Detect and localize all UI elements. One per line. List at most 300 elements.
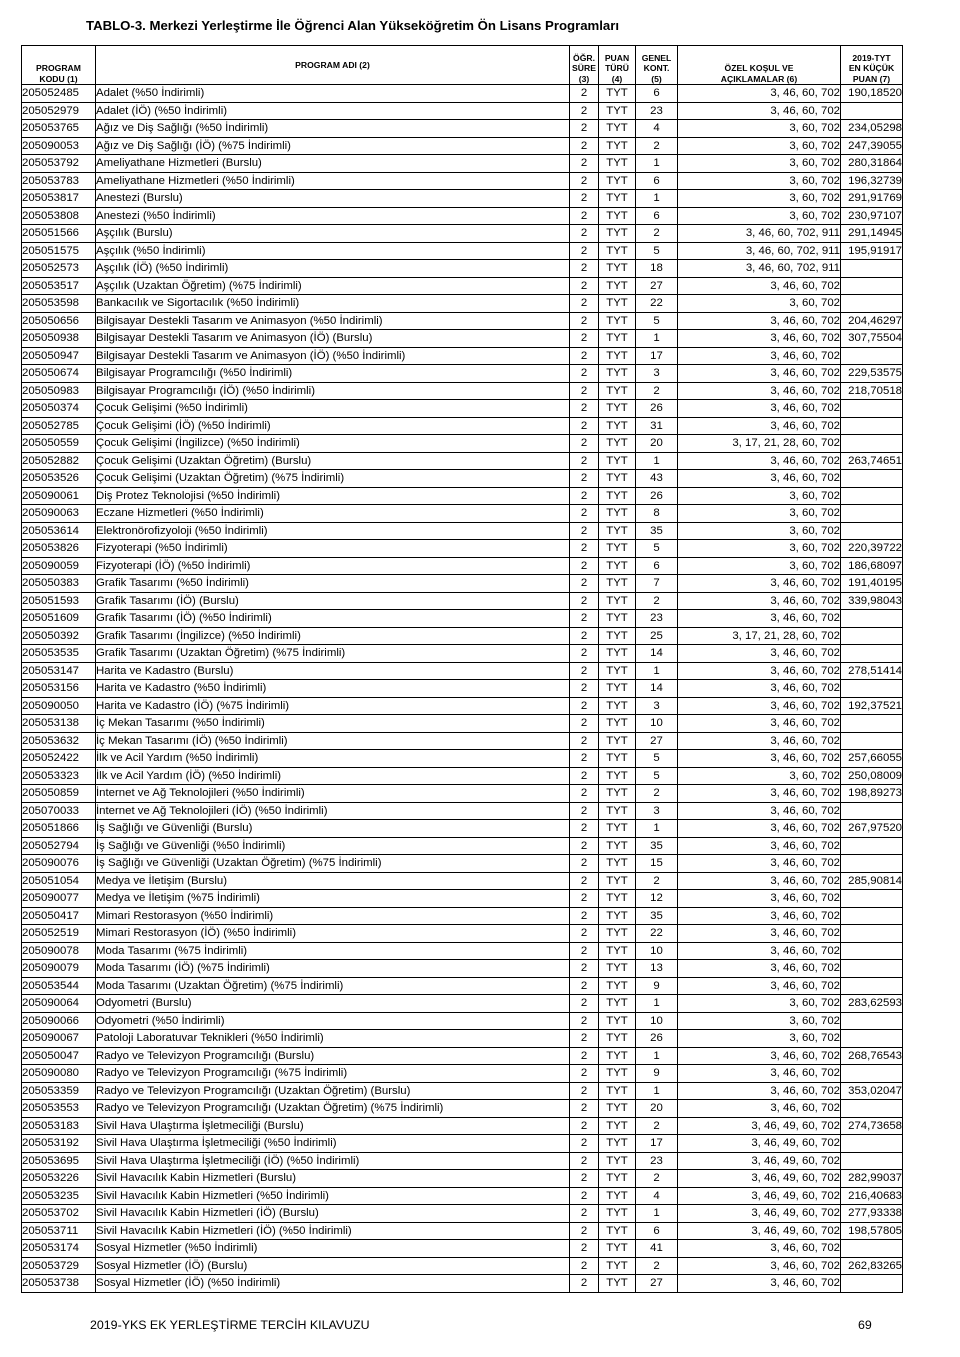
program-name-cell: Fizyoterapi (İÖ) (%50 İndirimli): [96, 557, 570, 575]
score-type-cell: TYT: [599, 435, 636, 453]
program-code-cell: 205053783: [22, 172, 96, 190]
duration-cell: 2: [570, 277, 599, 295]
program-code-cell: 205050947: [22, 347, 96, 365]
program-code-cell: 205090076: [22, 855, 96, 873]
table-row: [22, 1205, 903, 1223]
duration-cell: 2: [570, 1170, 599, 1188]
header-program-code: [22, 46, 96, 85]
program-name-cell: Odyometri (%50 İndirimli): [96, 1012, 570, 1030]
duration-cell: 2: [570, 855, 599, 873]
special-conditions-cell: 3, 46, 60, 702: [678, 837, 841, 855]
quota-cell: 9: [636, 1065, 678, 1083]
quota-cell: 6: [636, 207, 678, 225]
program-code-cell: 205051575: [22, 242, 96, 260]
score-type-cell: TYT: [599, 610, 636, 628]
header-line: KONT.: [643, 63, 670, 73]
table-row: [22, 890, 903, 908]
table-row: [22, 802, 903, 820]
special-conditions-cell: 3, 46, 60, 702: [678, 802, 841, 820]
score-type-cell: TYT: [599, 575, 636, 593]
special-conditions-cell: 3, 46, 60, 702: [678, 330, 841, 348]
score-type-cell: TYT: [599, 487, 636, 505]
duration-cell: 2: [570, 837, 599, 855]
table-row: [22, 645, 903, 663]
special-conditions-cell: 3, 46, 60, 702: [678, 785, 841, 803]
program-name-cell: Medya ve İletişim (Burslu): [96, 872, 570, 890]
quota-cell: 2: [636, 785, 678, 803]
program-name-cell: Bilgisayar Destekli Tasarım ve Animasyon (%50 İndirimli): [96, 312, 570, 330]
program-code-cell: 205090053: [22, 137, 96, 155]
special-conditions-cell: 3, 46, 60, 702: [678, 960, 841, 978]
program-name-cell: İlk ve Acil Yardım (%50 İndirimli): [96, 750, 570, 768]
min-score-cell: [841, 977, 903, 995]
duration-cell: 2: [570, 505, 599, 523]
quota-cell: 10: [636, 715, 678, 733]
quota-cell: 26: [636, 487, 678, 505]
min-score-cell: 250,08009: [841, 767, 903, 785]
special-conditions-cell: 3, 46, 60, 702: [678, 907, 841, 925]
score-type-cell: TYT: [599, 347, 636, 365]
min-score-cell: 230,97107: [841, 207, 903, 225]
table-body: [22, 85, 903, 1293]
quota-cell: 23: [636, 102, 678, 120]
program-name-cell: Çocuk Gelişimi (Uzaktan Öğretim) (Burslu): [96, 452, 570, 470]
duration-cell: 2: [570, 400, 599, 418]
min-score-cell: [841, 470, 903, 488]
special-conditions-cell: 3, 46, 60, 702: [678, 400, 841, 418]
quota-cell: 22: [636, 925, 678, 943]
duration-cell: 2: [570, 592, 599, 610]
quota-cell: 27: [636, 732, 678, 750]
quota-cell: 7: [636, 575, 678, 593]
program-name-cell: Ameliyathane Hizmetleri (Burslu): [96, 155, 570, 173]
program-name-cell: İnternet ve Ağ Teknolojileri (%50 İndirimli): [96, 785, 570, 803]
program-code-cell: 205090079: [22, 960, 96, 978]
duration-cell: 2: [570, 820, 599, 838]
table-row: [22, 522, 903, 540]
table-row: [22, 382, 903, 400]
min-score-cell: 234,05298: [841, 120, 903, 138]
score-type-cell: TYT: [599, 1257, 636, 1275]
duration-cell: 2: [570, 312, 599, 330]
table-row: [22, 785, 903, 803]
quota-cell: 14: [636, 680, 678, 698]
score-type-cell: TYT: [599, 697, 636, 715]
program-name-cell: Grafik Tasarımı (İngilizce) (%50 İndirimli): [96, 627, 570, 645]
program-name-cell: Aşçılık (%50 İndirimli): [96, 242, 570, 260]
score-type-cell: TYT: [599, 277, 636, 295]
quota-cell: 35: [636, 907, 678, 925]
table-row: [22, 715, 903, 733]
special-conditions-cell: 3, 46, 60, 702: [678, 1257, 841, 1275]
min-score-cell: [841, 102, 903, 120]
duration-cell: 2: [570, 750, 599, 768]
program-name-cell: Fizyoterapi (%50 İndirimli): [96, 540, 570, 558]
duration-cell: 2: [570, 925, 599, 943]
quota-cell: 35: [636, 522, 678, 540]
quota-cell: 8: [636, 505, 678, 523]
min-score-cell: [841, 1275, 903, 1293]
special-conditions-cell: 3, 46, 60, 702: [678, 820, 841, 838]
special-conditions-cell: 3, 46, 49, 60, 702: [678, 1187, 841, 1205]
duration-cell: 2: [570, 102, 599, 120]
min-score-cell: [841, 1135, 903, 1153]
header-line: ÖĞR.: [573, 52, 595, 63]
program-code-cell: 205090059: [22, 557, 96, 575]
min-score-cell: [841, 837, 903, 855]
duration-cell: 2: [570, 1065, 599, 1083]
program-name-cell: İç Mekan Tasarımı (%50 İndirimli): [96, 715, 570, 733]
program-code-cell: 205050983: [22, 382, 96, 400]
table-row: [22, 942, 903, 960]
special-conditions-cell: 3, 46, 60, 702: [678, 102, 841, 120]
score-type-cell: TYT: [599, 732, 636, 750]
table-row: [22, 1012, 903, 1030]
program-code-cell: 205090066: [22, 1012, 96, 1030]
program-code-cell: 205050859: [22, 785, 96, 803]
score-type-cell: TYT: [599, 855, 636, 873]
score-type-cell: TYT: [599, 155, 636, 173]
duration-cell: 2: [570, 627, 599, 645]
program-name-cell: Ameliyathane Hizmetleri (%50 İndirimli): [96, 172, 570, 190]
header-line: EN KÜÇÜK: [848, 63, 895, 73]
score-type-cell: TYT: [599, 242, 636, 260]
min-score-cell: 283,62593: [841, 995, 903, 1013]
duration-cell: 2: [570, 1082, 599, 1100]
special-conditions-cell: 3, 60, 702: [678, 120, 841, 138]
special-conditions-cell: 3, 46, 60, 702: [678, 680, 841, 698]
special-conditions-cell: 3, 46, 60, 702: [678, 1065, 841, 1083]
duration-cell: 2: [570, 767, 599, 785]
score-type-cell: TYT: [599, 1082, 636, 1100]
score-type-cell: TYT: [599, 925, 636, 943]
table-row: [22, 995, 903, 1013]
min-score-cell: [841, 277, 903, 295]
program-name-cell: Anestezi (Burslu): [96, 190, 570, 208]
min-score-cell: [841, 890, 903, 908]
program-name-cell: Radyo ve Televizyon Programcılığı (%75 İndirimli): [96, 1065, 570, 1083]
header-line: AÇIKLAMALAR (6): [720, 73, 798, 84]
duration-cell: 2: [570, 890, 599, 908]
program-name-cell: Eczane Hizmetleri (%50 İndirimli): [96, 505, 570, 523]
table-row: [22, 207, 903, 225]
table-row: [22, 1275, 903, 1293]
program-name-cell: Sivil Hava Ulaştırma İşletmeciliği (%50 İndirimli): [96, 1135, 570, 1153]
header-line: PROGRAM ADI (2): [295, 59, 370, 70]
special-conditions-cell: 3, 17, 21, 28, 60, 702: [678, 435, 841, 453]
score-type-cell: TYT: [599, 330, 636, 348]
special-conditions-cell: 3, 46, 60, 702: [678, 347, 841, 365]
header-program-name: [96, 46, 570, 85]
special-conditions-cell: 3, 60, 702: [678, 155, 841, 173]
program-name-cell: İş Sağlığı ve Güvenliği (Burslu): [96, 820, 570, 838]
program-name-cell: Mimari Restorasyon (İÖ) (%50 İndirimli): [96, 925, 570, 943]
quota-cell: 20: [636, 435, 678, 453]
table-row: [22, 662, 903, 680]
quota-cell: 1: [636, 452, 678, 470]
min-score-cell: [841, 627, 903, 645]
header-line: (5): [651, 73, 662, 84]
program-name-cell: Sosyal Hizmetler (%50 İndirimli): [96, 1240, 570, 1258]
special-conditions-cell: 3, 60, 702: [678, 995, 841, 1013]
score-type-cell: TYT: [599, 1187, 636, 1205]
quota-cell: 9: [636, 977, 678, 995]
program-code-cell: 205051566: [22, 225, 96, 243]
duration-cell: 2: [570, 715, 599, 733]
quota-cell: 2: [636, 1257, 678, 1275]
duration-cell: 2: [570, 1117, 599, 1135]
program-code-cell: 205050392: [22, 627, 96, 645]
quota-cell: 27: [636, 1275, 678, 1293]
program-code-cell: 205052519: [22, 925, 96, 943]
table-row: [22, 680, 903, 698]
min-score-cell: [841, 680, 903, 698]
duration-cell: 2: [570, 522, 599, 540]
duration-cell: 2: [570, 697, 599, 715]
quota-cell: 6: [636, 1222, 678, 1240]
quota-cell: 20: [636, 1100, 678, 1118]
quota-cell: 22: [636, 295, 678, 313]
duration-cell: 2: [570, 382, 599, 400]
duration-cell: 2: [570, 452, 599, 470]
min-score-cell: [841, 855, 903, 873]
duration-cell: 2: [570, 295, 599, 313]
program-code-cell: 205050047: [22, 1047, 96, 1065]
program-code-cell: 205053535: [22, 645, 96, 663]
score-type-cell: TYT: [599, 557, 636, 575]
special-conditions-cell: 3, 46, 60, 702: [678, 1047, 841, 1065]
table-row: [22, 592, 903, 610]
duration-cell: 2: [570, 207, 599, 225]
duration-cell: 2: [570, 1030, 599, 1048]
program-name-cell: Sosyal Hizmetler (İÖ) (Burslu): [96, 1257, 570, 1275]
program-name-cell: Grafik Tasarımı (%50 İndirimli): [96, 575, 570, 593]
table-row: [22, 260, 903, 278]
min-score-cell: [841, 487, 903, 505]
quota-cell: 2: [636, 872, 678, 890]
table-row: [22, 155, 903, 173]
program-code-cell: 205053711: [22, 1222, 96, 1240]
program-name-cell: Ağız ve Diş Sağlığı (İÖ) (%75 İndirimli): [96, 137, 570, 155]
program-name-cell: İnternet ve Ağ Teknolojileri (İÖ) (%50 İndirimli): [96, 802, 570, 820]
score-type-cell: TYT: [599, 540, 636, 558]
duration-cell: 2: [570, 802, 599, 820]
min-score-cell: [841, 802, 903, 820]
special-conditions-cell: 3, 46, 60, 702: [678, 277, 841, 295]
duration-cell: 2: [570, 557, 599, 575]
quota-cell: 17: [636, 347, 678, 365]
min-score-cell: 218,70518: [841, 382, 903, 400]
special-conditions-cell: 3, 46, 49, 60, 702: [678, 1222, 841, 1240]
duration-cell: 2: [570, 225, 599, 243]
score-type-cell: TYT: [599, 977, 636, 995]
special-conditions-cell: 3, 60, 702: [678, 767, 841, 785]
table-row: [22, 925, 903, 943]
special-conditions-cell: 3, 46, 60, 702: [678, 872, 841, 890]
header-line: PUAN: [604, 52, 630, 63]
program-code-cell: 205053702: [22, 1205, 96, 1223]
duration-cell: 2: [570, 120, 599, 138]
quota-cell: 23: [636, 1152, 678, 1170]
min-score-cell: 191,40195: [841, 575, 903, 593]
quota-cell: 3: [636, 697, 678, 715]
duration-cell: 2: [570, 610, 599, 628]
score-type-cell: TYT: [599, 1012, 636, 1030]
table-row: [22, 137, 903, 155]
special-conditions-cell: 3, 46, 60, 702: [678, 1275, 841, 1293]
special-conditions-cell: 3, 60, 702: [678, 540, 841, 558]
special-conditions-cell: 3, 46, 60, 702: [678, 715, 841, 733]
score-type-cell: TYT: [599, 522, 636, 540]
quota-cell: 5: [636, 312, 678, 330]
score-type-cell: TYT: [599, 312, 636, 330]
score-type-cell: TYT: [599, 1065, 636, 1083]
program-code-cell: 205053729: [22, 1257, 96, 1275]
score-type-cell: TYT: [599, 120, 636, 138]
table-row: [22, 1065, 903, 1083]
special-conditions-cell: 3, 46, 60, 702: [678, 890, 841, 908]
score-type-cell: TYT: [599, 470, 636, 488]
table-row: [22, 627, 903, 645]
table-row: [22, 470, 903, 488]
header-line: 2019-TYT: [852, 52, 891, 63]
duration-cell: 2: [570, 645, 599, 663]
program-code-cell: 205090067: [22, 1030, 96, 1048]
special-conditions-cell: 3, 46, 60, 702: [678, 452, 841, 470]
program-code-cell: 205053226: [22, 1170, 96, 1188]
score-type-cell: TYT: [599, 207, 636, 225]
program-code-cell: 205052882: [22, 452, 96, 470]
score-type-cell: TYT: [599, 750, 636, 768]
min-score-cell: [841, 732, 903, 750]
special-conditions-cell: 3, 46, 60, 702: [678, 470, 841, 488]
special-conditions-cell: 3, 46, 60, 702: [678, 1100, 841, 1118]
program-name-cell: Grafik Tasarımı (Uzaktan Öğretim) (%75 İndirimli): [96, 645, 570, 663]
quota-cell: 17: [636, 1135, 678, 1153]
score-type-cell: TYT: [599, 365, 636, 383]
program-name-cell: Odyometri (Burslu): [96, 995, 570, 1013]
table-row: [22, 837, 903, 855]
special-conditions-cell: 3, 46, 60, 702: [678, 942, 841, 960]
table-row: [22, 1047, 903, 1065]
table-row: [22, 750, 903, 768]
quota-cell: 13: [636, 960, 678, 978]
duration-cell: 2: [570, 487, 599, 505]
program-code-cell: 205053792: [22, 155, 96, 173]
quota-cell: 1: [636, 330, 678, 348]
special-conditions-cell: 3, 46, 60, 702: [678, 645, 841, 663]
program-name-cell: Bilgisayar Programcılığı (İÖ) (%50 İndirimli): [96, 382, 570, 400]
score-type-cell: TYT: [599, 400, 636, 418]
quota-cell: 1: [636, 820, 678, 838]
program-code-cell: 205053359: [22, 1082, 96, 1100]
header-line: PUAN (7): [852, 73, 891, 84]
program-code-cell: 205053174: [22, 1240, 96, 1258]
special-conditions-cell: 3, 60, 702: [678, 295, 841, 313]
score-type-cell: TYT: [599, 662, 636, 680]
table-row: [22, 977, 903, 995]
score-type-cell: TYT: [599, 1275, 636, 1293]
program-name-cell: Moda Tasarımı (%75 İndirimli): [96, 942, 570, 960]
table-row: [22, 732, 903, 750]
score-type-cell: TYT: [599, 505, 636, 523]
duration-cell: 2: [570, 785, 599, 803]
duration-cell: 2: [570, 330, 599, 348]
duration-cell: 2: [570, 575, 599, 593]
program-name-cell: Grafik Tasarımı (İÖ) (Burslu): [96, 592, 570, 610]
score-type-cell: TYT: [599, 1030, 636, 1048]
score-type-cell: TYT: [599, 1100, 636, 1118]
duration-cell: 2: [570, 1222, 599, 1240]
footer-guide-title: 2019-YKS EK YERLEŞTİRME TERCİH KILAVUZU: [90, 1318, 370, 1332]
program-name-cell: Ağız ve Diş Sağlığı (%50 İndirimli): [96, 120, 570, 138]
duration-cell: 2: [570, 1012, 599, 1030]
quota-cell: 1: [636, 1205, 678, 1223]
score-type-cell: TYT: [599, 1205, 636, 1223]
program-code-cell: 205053765: [22, 120, 96, 138]
special-conditions-cell: 3, 60, 702: [678, 522, 841, 540]
header-line: TÜRÜ: [605, 63, 629, 73]
min-score-cell: [841, 295, 903, 313]
special-conditions-cell: 3, 46, 60, 702, 911: [678, 260, 841, 278]
min-score-cell: 307,75504: [841, 330, 903, 348]
duration-cell: 2: [570, 732, 599, 750]
min-score-cell: 285,90814: [841, 872, 903, 890]
min-score-cell: 268,76543: [841, 1047, 903, 1065]
program-code-cell: 205053826: [22, 540, 96, 558]
min-score-cell: [841, 1012, 903, 1030]
duration-cell: 2: [570, 680, 599, 698]
min-score-cell: 204,46297: [841, 312, 903, 330]
table-row: [22, 330, 903, 348]
program-name-cell: Diş Protez Teknolojisi (%50 İndirimli): [96, 487, 570, 505]
table-row: [22, 1117, 903, 1135]
program-code-cell: 205052485: [22, 85, 96, 103]
min-score-cell: 274,73658: [841, 1117, 903, 1135]
program-code-cell: 205053544: [22, 977, 96, 995]
table-row: [22, 820, 903, 838]
program-code-cell: 205053235: [22, 1187, 96, 1205]
program-code-cell: 205053614: [22, 522, 96, 540]
duration-cell: 2: [570, 540, 599, 558]
score-type-cell: TYT: [599, 872, 636, 890]
quota-cell: 3: [636, 802, 678, 820]
min-score-cell: [841, 1152, 903, 1170]
special-conditions-cell: 3, 46, 60, 702: [678, 365, 841, 383]
quota-cell: 27: [636, 277, 678, 295]
score-type-cell: TYT: [599, 1117, 636, 1135]
program-code-cell: 205050656: [22, 312, 96, 330]
program-code-cell: 205090064: [22, 995, 96, 1013]
duration-cell: 2: [570, 1135, 599, 1153]
program-name-cell: Sivil Hava Ulaştırma İşletmeciliği (İÖ) (%50 İndirimli): [96, 1152, 570, 1170]
quota-cell: 26: [636, 400, 678, 418]
program-name-cell: Harita ve Kadastro (Burslu): [96, 662, 570, 680]
header-special-conditions: [678, 46, 841, 85]
table-row: [22, 1030, 903, 1048]
quota-cell: 10: [636, 942, 678, 960]
header-score-type: [599, 46, 636, 85]
table-row: [22, 347, 903, 365]
table-row: [22, 1082, 903, 1100]
quota-cell: 2: [636, 137, 678, 155]
duration-cell: 2: [570, 435, 599, 453]
score-type-cell: TYT: [599, 85, 636, 103]
duration-cell: 2: [570, 1100, 599, 1118]
program-code-cell: 205090061: [22, 487, 96, 505]
quota-cell: 1: [636, 190, 678, 208]
duration-cell: 2: [570, 1257, 599, 1275]
